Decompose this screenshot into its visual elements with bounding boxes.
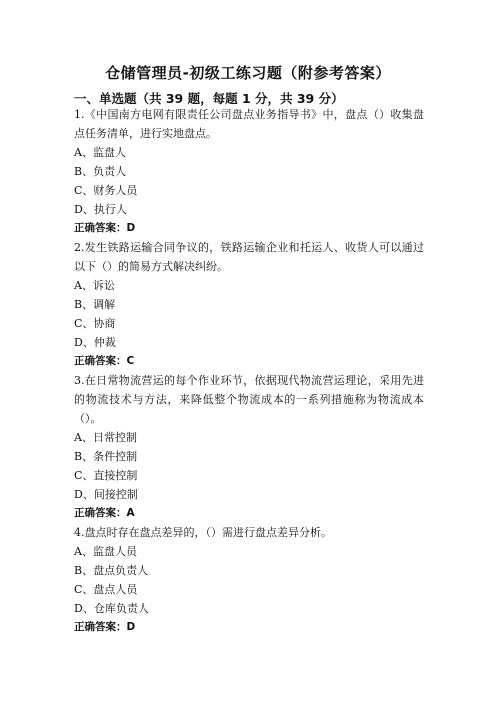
question-block xyxy=(74,371,424,523)
option-a: A、诉讼 xyxy=(74,279,115,292)
document-title: 仓储管理员-初级工练习题（附参考答案） xyxy=(105,64,391,82)
option-a: A、日常控制 xyxy=(74,431,137,444)
option-c: C、盘点人员 xyxy=(74,583,138,596)
question-stem: 3.在日常物流营运的每个作业环节，依据现代物流营运理论，采用先进的物流技术与方法，来降低整个物流成本的一系列措施称为物流成本（）。 xyxy=(74,374,424,425)
option-c: C、协商 xyxy=(74,317,116,330)
answer-line: 正确答案：C xyxy=(74,355,135,367)
question-block xyxy=(74,523,424,637)
option-b: B、负责人 xyxy=(74,165,127,178)
question-stem: 1.《中国南方电网有限责任公司盘点业务指导书》中，盘点（）收集盘点任务清单，进行实地盘点。 xyxy=(74,108,424,140)
option-c: C、直接控制 xyxy=(74,469,138,482)
option-d: D、仓库负责人 xyxy=(74,602,149,615)
option-b: B、条件控制 xyxy=(74,450,138,463)
section-heading: 一、单选题（共 39 题，每题 1 分，共 39 分） xyxy=(74,91,344,106)
option-b: B、调解 xyxy=(74,298,116,311)
option-c: C、财务人员 xyxy=(74,184,138,197)
option-d: D、间接控制 xyxy=(74,488,138,501)
option-b: B、盘点负责人 xyxy=(74,564,149,577)
answer-line: 正确答案：A xyxy=(74,507,135,519)
option-d: D、执行人 xyxy=(74,203,127,216)
question-stem: 4.盘点时存在盘点差异的，（）需进行盘点差异分析。 xyxy=(74,526,332,539)
answer-line: 正确答案：D xyxy=(74,222,136,234)
question-stem: 2.发生铁路运输合同争议的，铁路运输企业和托运人、收货人可以通过以下（）的简易方式解决纠纷。 xyxy=(74,241,424,273)
question-list xyxy=(74,105,424,637)
question-block xyxy=(74,105,424,238)
option-d: D、仲裁 xyxy=(74,336,116,349)
option-a: A、监盘人员 xyxy=(74,545,137,558)
option-a: A、监盘人 xyxy=(74,146,126,159)
answer-line: 正确答案：D xyxy=(74,621,136,633)
question-block xyxy=(74,238,424,371)
